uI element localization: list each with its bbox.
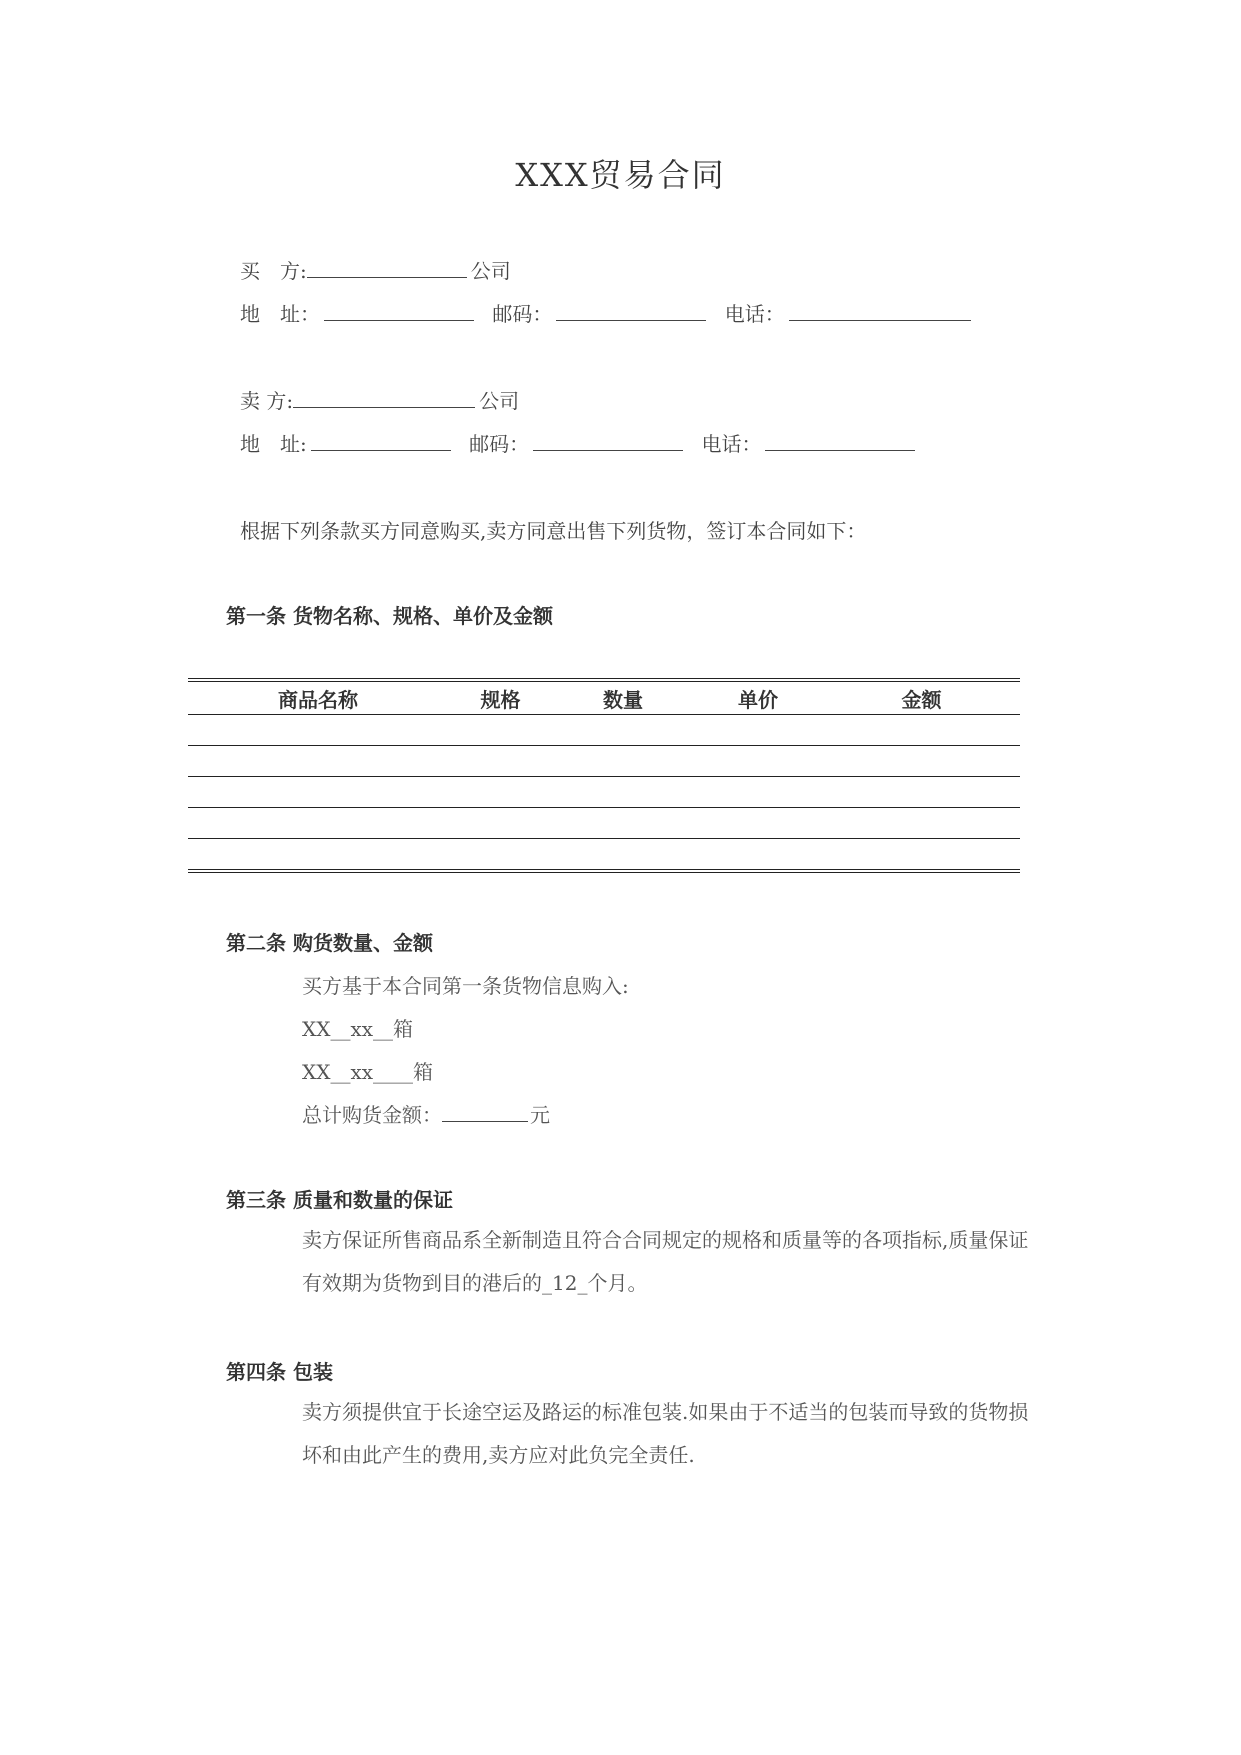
seller-phone-label: 电话： (701, 432, 762, 456)
table-cell[interactable] (188, 808, 448, 839)
seller-postcode-blank[interactable] (533, 430, 683, 451)
table-cell[interactable] (188, 715, 448, 746)
table-cell[interactable] (448, 808, 553, 839)
table-row (188, 715, 1020, 746)
table-cell[interactable] (553, 715, 693, 746)
column-header-name: 商品名称 (188, 680, 448, 715)
table-cell[interactable] (448, 715, 553, 746)
seller-phone-blank[interactable] (765, 430, 915, 451)
buyer-address-blank[interactable] (324, 300, 474, 321)
table-cell[interactable] (553, 839, 693, 872)
table-cell[interactable] (553, 746, 693, 777)
seller-postcode-label: 邮码： (469, 432, 530, 456)
seller-label: 卖 方: (240, 389, 294, 413)
article2-total-line (302, 1099, 550, 1128)
table-cell[interactable] (553, 808, 693, 839)
seller-address-label: 地 址: (240, 432, 307, 456)
total-amount-label: 总计购货金额： (302, 1103, 442, 1127)
article2-line1: 买方基于本合同第一条货物信息购入: (302, 974, 629, 998)
goods-table (188, 678, 1020, 873)
table-row (188, 808, 1020, 839)
buyer-line (240, 255, 511, 284)
table-cell[interactable] (823, 777, 1020, 808)
table-cell[interactable] (693, 839, 823, 872)
table-row (188, 839, 1020, 872)
column-header-amount: 金额 (823, 680, 1020, 715)
table-cell[interactable] (188, 746, 448, 777)
article2-heading: 第二条 购货数量、金额 (226, 931, 433, 955)
buyer-address-label: 地 址： (240, 302, 320, 326)
document-title: XXX贸易合同 (515, 156, 726, 194)
seller-contact-line (240, 428, 919, 457)
table-cell[interactable] (553, 777, 693, 808)
buyer-postcode-blank[interactable] (556, 300, 706, 321)
article4-text: 卖方须提供宜于长途空运及路运的标准包装.如果由于不适当的包装而导致的货物损坏和由此产生的费用,卖方应对此负完全责任. (302, 1400, 1029, 1467)
buyer-label: 买 方: (240, 259, 307, 283)
seller-line (240, 385, 519, 414)
table-cell[interactable] (693, 715, 823, 746)
table-cell[interactable] (448, 746, 553, 777)
article2-line2: XX__xx__箱 (302, 1017, 414, 1041)
table-row (188, 746, 1020, 777)
seller-name-blank[interactable] (293, 387, 475, 408)
seller-suffix: 公司 (479, 389, 520, 413)
table-cell[interactable] (823, 839, 1020, 872)
table-row (188, 777, 1020, 808)
column-header-unit-price: 单价 (693, 680, 823, 715)
table-cell[interactable] (693, 777, 823, 808)
goods-table-header (188, 680, 1020, 715)
table-cell[interactable] (823, 808, 1020, 839)
table-cell[interactable] (693, 808, 823, 839)
intro-text: 根据下列条款买方同意购买,卖方同意出售下列货物，签订本合同如下： (240, 519, 867, 543)
buyer-phone-label: 电话： (724, 302, 785, 326)
article3-heading: 第三条 质量和数量的保证 (226, 1188, 453, 1212)
article3-text: 卖方保证所售商品系全新制造且符合合同规定的规格和质量等的各项指标,质量保证有效期为货物到目的港后的_12_个月。 (302, 1228, 1029, 1295)
article1-heading: 第一条 货物名称、规格、单价及金额 (226, 604, 553, 628)
article4-heading: 第四条 包装 (226, 1360, 333, 1384)
article2-line3: XX__xx____箱 (302, 1060, 434, 1084)
column-header-spec: 规格 (448, 680, 553, 715)
table-cell[interactable] (693, 746, 823, 777)
table-cell[interactable] (188, 777, 448, 808)
buyer-suffix: 公司 (470, 259, 511, 283)
table-cell[interactable] (823, 746, 1020, 777)
total-amount-suffix: 元 (530, 1103, 550, 1127)
column-header-quantity: 数量 (553, 680, 693, 715)
table-cell[interactable] (448, 777, 553, 808)
table-cell[interactable] (448, 839, 553, 872)
table-cell[interactable] (188, 839, 448, 872)
buyer-contact-line (240, 298, 975, 327)
total-amount-blank[interactable] (442, 1101, 528, 1122)
buyer-name-blank[interactable] (307, 257, 467, 278)
seller-address-blank[interactable] (311, 430, 451, 451)
buyer-phone-blank[interactable] (789, 300, 971, 321)
table-cell[interactable] (823, 715, 1020, 746)
buyer-postcode-label: 邮码： (492, 302, 553, 326)
